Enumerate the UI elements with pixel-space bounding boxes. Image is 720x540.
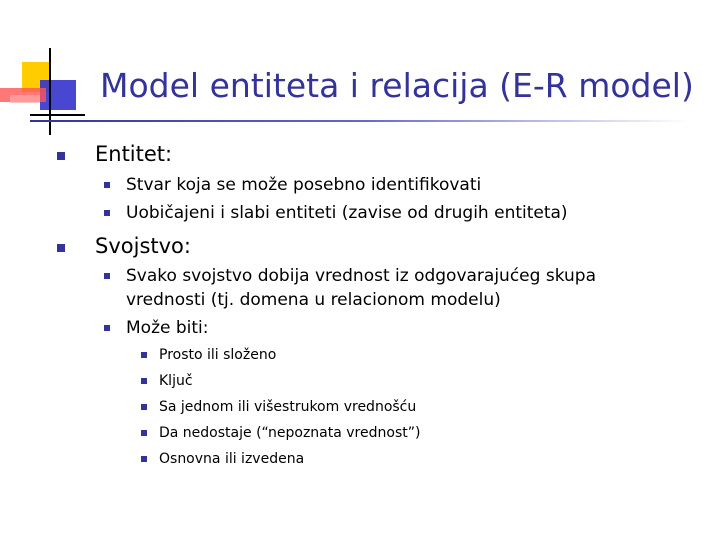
bullet-square-icon <box>141 430 147 436</box>
bullet-square-icon <box>57 244 65 252</box>
bullet-entitet: Entitet: <box>95 142 173 166</box>
sub-bullet-svojstvo-1-line1: Svako svojstvo dobija vrednost iz odgovarajućeg skupa <box>126 266 596 286</box>
list-item-osnovna: Osnovna ili izvedena <box>159 451 305 467</box>
list-item-prosto: Prosto ili složeno <box>159 347 277 363</box>
bullet-square-icon <box>141 404 147 410</box>
list-item-nedostaje: Da nedostaje (“nepoznata vrednost”) <box>159 425 421 441</box>
title-divider <box>30 120 690 122</box>
sub-bullet-svojstvo-1-line2: vrednosti (tj. domena u relacionom modelu) <box>126 290 501 310</box>
page-title: Model entiteta i relacija (E-R model) <box>100 66 694 105</box>
bullet-svojstvo: Svojstvo: <box>95 234 191 258</box>
bullet-square-icon <box>104 325 110 331</box>
list-item-kljuc: Ključ <box>159 373 193 389</box>
sub-bullet-entitet-1: Stvar koja se može posebno identifikovati <box>126 175 482 195</box>
bullet-square-icon <box>141 378 147 384</box>
sub-bullet-entitet-2: Uobičajeni i slabi entiteti (zavise od drugih entiteta) <box>126 203 568 223</box>
bullet-square-icon <box>141 456 147 462</box>
bullet-square-icon <box>104 273 110 279</box>
bullet-square-icon <box>57 152 65 160</box>
sub-bullet-svojstvo-2: Može biti: <box>126 318 209 338</box>
slide-logo-icon <box>0 0 90 140</box>
list-item-vrednost: Sa jednom ili višestrukom vrednošću <box>159 399 417 415</box>
bullet-square-icon <box>141 352 147 358</box>
bullet-square-icon <box>104 182 110 188</box>
bullet-square-icon <box>104 210 110 216</box>
